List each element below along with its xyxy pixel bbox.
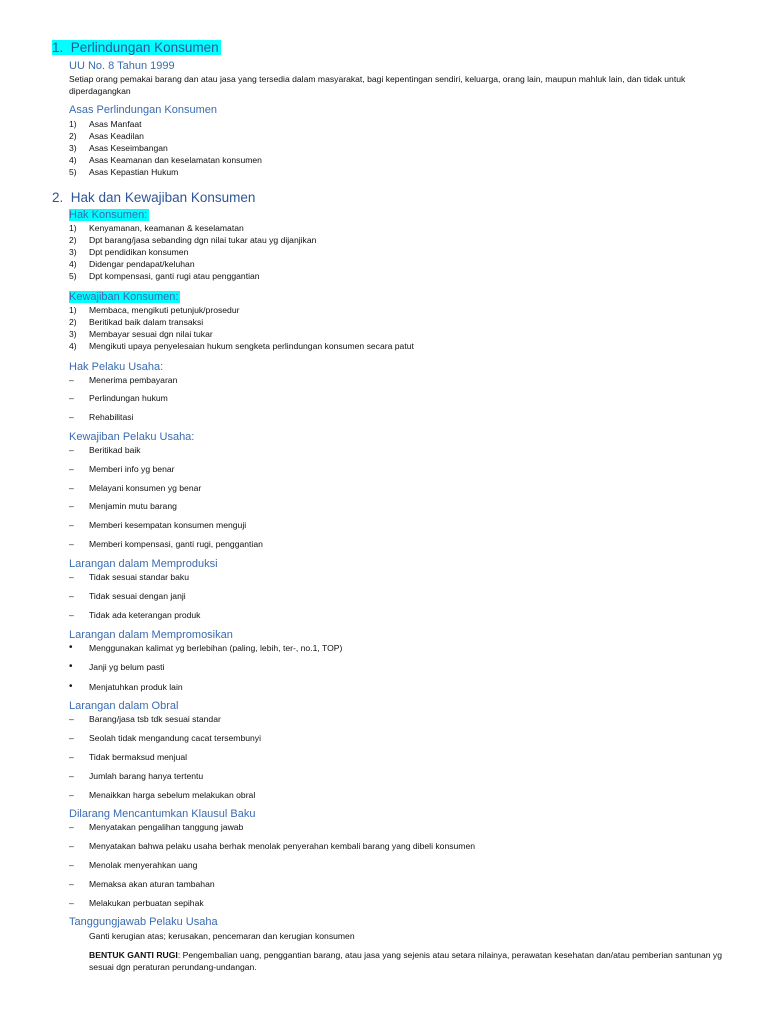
list-text: Menggunakan kalimat yg berlebihan (paling, lebih, ter-, no.1, TOP) (89, 643, 343, 653)
list-text: Menolak menyerahkan uang (89, 860, 198, 870)
list-text: Tidak bermaksud menjual (89, 752, 188, 762)
list-text: Janji yg belum pasti (89, 662, 165, 672)
dash-marker: – (69, 898, 74, 908)
list-marker: 3) (69, 247, 77, 257)
dash-marker: – (69, 412, 74, 422)
list-text: Dpt kompensasi, ganti rugi atau penggantian (89, 271, 260, 281)
section-1-heading (52, 40, 221, 56)
hak-konsumen-title (69, 209, 149, 222)
list-text: Memberi info yg benar (89, 464, 175, 474)
klausul-baku-title: Dilarang Mencantumkan Klausul Baku (69, 808, 256, 820)
kewajiban-konsumen-title (69, 291, 180, 304)
list-marker: 3) (69, 143, 77, 153)
list-text: Perlindungan hukum (89, 393, 168, 403)
list-text: Melayani konsumen yg benar (89, 483, 202, 493)
asas-title: Asas Perlindungan Konsumen (69, 104, 217, 116)
dash-marker: – (69, 879, 74, 889)
section-1-title: Perlindungan Konsumen (70, 40, 219, 55)
list-marker: 5) (69, 167, 77, 177)
list-text: Memberi kompensasi, ganti rugi, penggantian (89, 539, 263, 549)
dash-marker: – (69, 714, 74, 724)
list-text: Memaksa akan aturan tambahan (89, 879, 215, 889)
dash-marker: – (69, 445, 74, 455)
dash-marker: – (69, 539, 74, 549)
dash-marker: – (69, 520, 74, 530)
list-marker: 2) (69, 235, 77, 245)
list-text: Dpt pendidikan konsumen (89, 247, 189, 257)
list-text: Jumlah barang hanya tertentu (89, 771, 204, 781)
list-text: Melakukan perbuatan sepihak (89, 898, 204, 908)
dash-marker: – (69, 501, 74, 511)
list-text: Didengar pendapat/keluhan (89, 259, 195, 269)
list-text: Mengikuti upaya penyelesaian hukum sengketa perlindungan konsumen secara patut (89, 341, 414, 351)
list-text: Asas Keadilan (89, 131, 144, 141)
list-marker: 5) (69, 271, 77, 281)
list-marker: 4) (69, 341, 77, 351)
dash-marker: – (69, 375, 74, 385)
dash-marker: – (69, 790, 74, 800)
list-marker: 2) (69, 317, 77, 327)
list-text: Kenyamanan, keamanan & keselamatan (89, 223, 244, 233)
dash-marker: – (69, 591, 74, 601)
list-text: Rehabilitasi (89, 412, 134, 422)
dash-marker: – (69, 733, 74, 743)
list-text: Beritikad baik (89, 445, 141, 455)
list-text: Barang/jasa tsb tdk sesuai standar (89, 714, 221, 724)
kewajiban-pelaku-usaha-title: Kewajiban Pelaku Usaha: (69, 431, 195, 443)
tanggungjawab-title: Tanggungjawab Pelaku Usaha (69, 916, 218, 928)
list-text: Beritikad baik dalam transaksi (89, 317, 204, 327)
list-marker: 1) (69, 305, 77, 315)
bentuk-ganti-rugi-text: : Pengembalian uang, penggantian barang, atau jasa yang sejenis atau setara nilainya, perawatan kesehatan dan/atau pemberian santunan yg sesuai dgn peraturan perundang-undangan. (89, 950, 723, 972)
dash-marker: – (69, 393, 74, 403)
hak-konsumen-title-text: Hak Konsumen: (69, 209, 148, 221)
list-text: Menerima pembayaran (89, 375, 178, 385)
list-text: Tidak sesuai standar baku (89, 572, 189, 582)
dash-marker: – (69, 483, 74, 493)
list-marker: 4) (69, 155, 77, 165)
list-marker: 2) (69, 131, 77, 141)
list-text: Asas Keamanan dan keselamatan konsumen (89, 155, 262, 165)
section-2-title: Hak dan Kewajiban Konsumen (70, 190, 256, 205)
list-marker: 1) (69, 119, 77, 129)
list-text: Menjatuhkan produk lain (89, 682, 183, 692)
list-text: Tidak ada keterangan produk (89, 610, 201, 620)
bullet-marker: • (69, 642, 73, 653)
list-text: Asas Keseimbangan (89, 143, 168, 153)
dash-marker: – (69, 610, 74, 620)
list-text: Seolah tidak mengandung cacat tersembunyi (89, 733, 261, 743)
list-text: Menyatakan bahwa pelaku usaha berhak menolak penyerahan kembali barang yang dibeli konsumen (89, 841, 476, 851)
dash-marker: – (69, 860, 74, 870)
dash-marker: – (69, 752, 74, 762)
bentuk-ganti-rugi-label: BENTUK GANTI RUGI (89, 950, 178, 960)
list-text: Memberi kesempatan konsumen menguji (89, 520, 247, 530)
larangan-obral-title: Larangan dalam Obral (69, 700, 179, 712)
list-text: Asas Kepastian Hukum (89, 167, 179, 177)
list-marker: 3) (69, 329, 77, 339)
dash-marker: – (69, 841, 74, 851)
bullet-marker: • (69, 681, 73, 692)
hak-pelaku-usaha-title: Hak Pelaku Usaha: (69, 361, 164, 373)
dash-marker: – (69, 771, 74, 781)
bentuk-ganti-rugi (89, 949, 729, 973)
kewajiban-konsumen-title-text: Kewajiban Konsumen: (69, 291, 179, 303)
list-text: Membayar sesuai dgn nilai tukar (89, 329, 213, 339)
section-2-heading (52, 190, 255, 206)
larangan-memproduksi-title: Larangan dalam Memproduksi (69, 558, 218, 570)
list-text: Asas Manfaat (89, 119, 142, 129)
dash-marker: – (69, 572, 74, 582)
uu-title: UU No. 8 Tahun 1999 (69, 60, 175, 72)
list-text: Dpt barang/jasa sebanding dgn nilai tukar atau yg dijanjikan (89, 235, 317, 245)
dash-marker: – (69, 822, 74, 832)
larangan-mempromosikan-title: Larangan dalam Mempromosikan (69, 629, 233, 641)
list-marker: 4) (69, 259, 77, 269)
section-1-number: 1. (52, 40, 64, 55)
list-text: Tidak sesuai dengan janji (89, 591, 186, 601)
list-text: Menjamin mutu barang (89, 501, 177, 511)
tanggungjawab-text: Ganti kerugian atas; kerusakan, pencemaran dan kerugian konsumen (89, 931, 355, 941)
list-text: Membaca, mengikuti petunjuk/prosedur (89, 305, 240, 315)
dash-marker: – (69, 464, 74, 474)
list-text: Menyatakan pengalihan tanggung jawab (89, 822, 244, 832)
list-marker: 1) (69, 223, 77, 233)
list-text: Menaikkan harga sebelum melakukan obral (89, 790, 256, 800)
section-2-number: 2. (52, 190, 64, 205)
bullet-marker: • (69, 661, 73, 672)
uu-text: Setiap orang pemakai barang dan atau jasa yang tersedia dalam masyarakat, bagi kepentingan sendiri, keluarga, orang lain, maupun mahluk lain, dan tidak untuk diperdagangkan (69, 74, 686, 96)
